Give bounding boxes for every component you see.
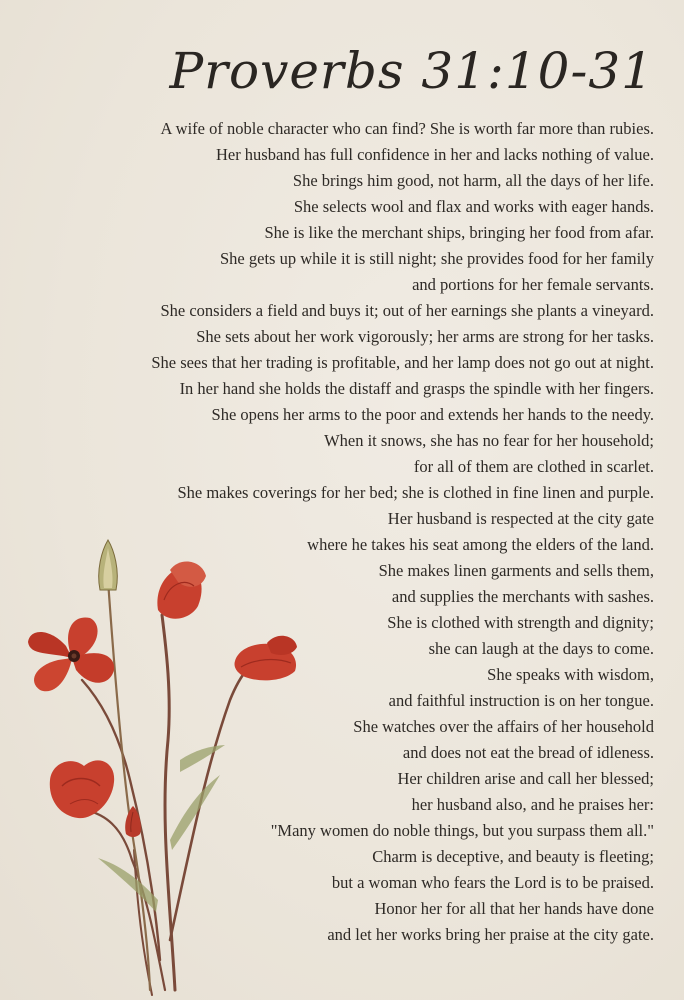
verse-line: She sets about her work vigorously; her arms are strong for her tasks.: [196, 327, 654, 346]
stem: [170, 660, 260, 940]
verse-line: A wife of noble character who can find? She is worth far more than rubies.: [160, 119, 654, 138]
verse-line: for all of them are clothed in scarlet.: [413, 457, 654, 476]
verse-line: and does not eat the bread of idleness.: [402, 743, 654, 762]
flower-top: [157, 561, 206, 618]
verse-line: "Many women do noble things, but you surpass them all.": [270, 821, 654, 840]
verse-line: In her hand she holds the distaff and grasps the spindle with her fingers.: [179, 379, 654, 398]
stem: [108, 580, 150, 990]
verse-line: Charm is deceptive, and beauty is fleeting;: [372, 847, 654, 866]
poppy-flowers-illustration: [20, 520, 320, 1000]
verse-line: She speaks with wisdom,: [487, 665, 654, 684]
verse-line: She gets up while it is still night; she provides food for her family: [220, 249, 654, 268]
verse-line: Her husband is respected at the city gate: [387, 509, 654, 528]
verse-line: and portions for her female servants.: [412, 275, 654, 294]
verse-line: When it snows, she has no fear for her household;: [324, 431, 654, 450]
page-title: Proverbs 31:10-31: [169, 42, 654, 100]
verse-line: Her children arise and call her blessed;: [397, 769, 654, 788]
leaf: [180, 745, 225, 772]
verse-line: She brings him good, not harm, all the days of her life.: [292, 171, 654, 190]
verse-line: and faithful instruction is on her tongue.: [388, 691, 654, 710]
flower-open-left: [28, 617, 114, 691]
verse-line: She makes linen garments and sells them,: [378, 561, 654, 580]
verse-line: She watches over the affairs of her household: [353, 717, 654, 736]
verse-line: She selects wool and flax and works with eager hands.: [293, 197, 654, 216]
flower-open-bottom: [50, 760, 114, 818]
verse-line: Honor her for all that her hands have done: [374, 899, 654, 918]
leaf: [170, 775, 220, 850]
flower-right: [234, 636, 297, 681]
verse-line: but a woman who fears the Lord is to be praised.: [331, 873, 654, 892]
verse-line: where he takes his seat among the elders of the land.: [307, 535, 654, 554]
verse-line: Her husband has full confidence in her and lacks nothing of value.: [215, 145, 654, 164]
stem: [162, 615, 175, 990]
verse-line: she can laugh at the days to come.: [428, 639, 654, 658]
verse-line: She is like the merchant ships, bringing her food from afar.: [264, 223, 654, 242]
verse-line: and let her works bring her praise at the city gate.: [327, 925, 654, 944]
verse-line: her husband also, and he praises her:: [411, 795, 654, 814]
verse-line: She sees that her trading is profitable, and her lamp does not go out at night.: [151, 353, 654, 372]
verse-line: She considers a field and buys it; out of her earnings she plants a vineyard.: [160, 301, 654, 320]
stem: [82, 680, 160, 960]
verse-line: She is clothed with strength and dignity;: [387, 613, 654, 632]
verse-line: She makes coverings for her bed; she is clothed in fine linen and purple.: [177, 483, 654, 502]
flower-small-bud: [125, 806, 141, 837]
flower-bud: [99, 540, 118, 590]
verse-line: and supplies the merchants with sashes.: [391, 587, 654, 606]
verse-line: She opens her arms to the poor and extends her hands to the needy.: [211, 405, 654, 424]
